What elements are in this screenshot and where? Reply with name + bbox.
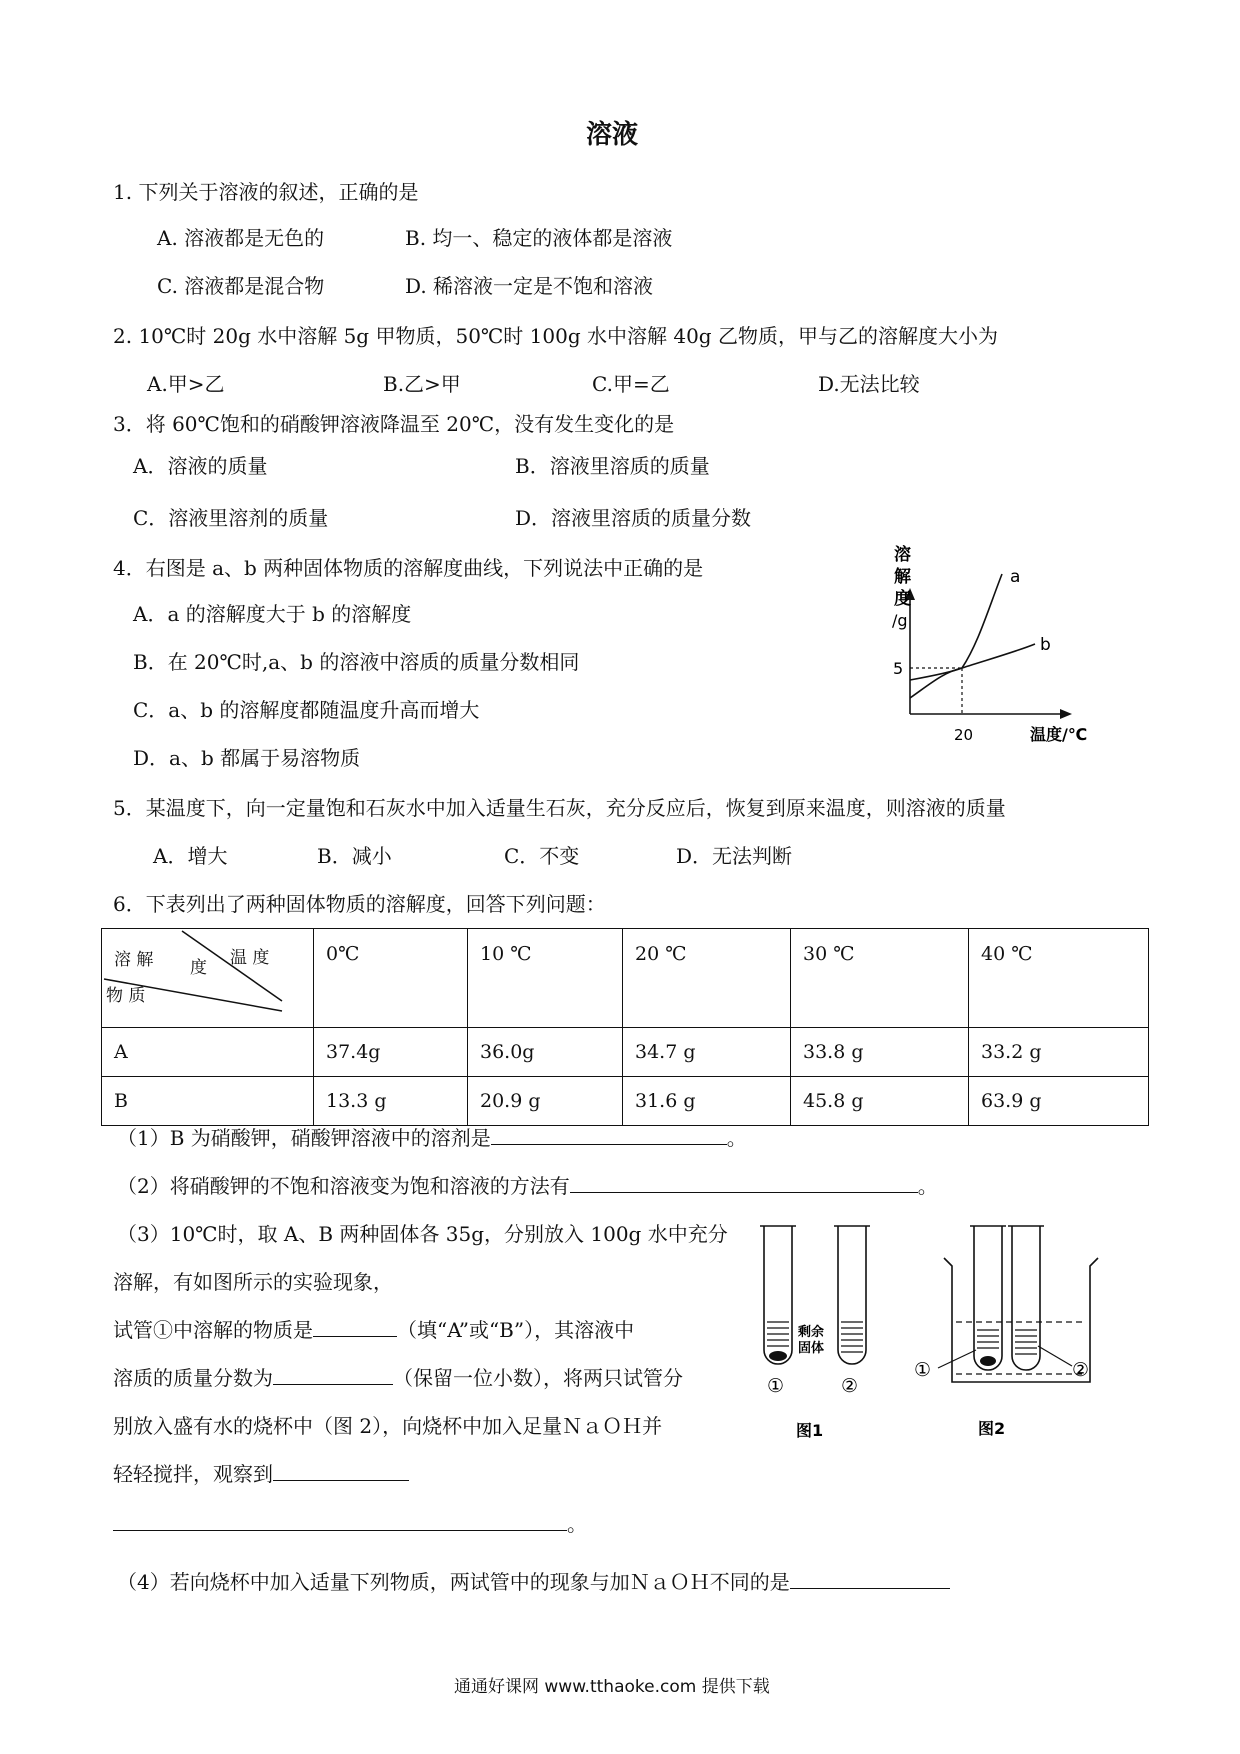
solubility-curve-graph (870, 540, 1110, 750)
figure-1-test-tubes (748, 1222, 908, 1444)
residue-solid (769, 1351, 787, 1361)
q6-part4 (117, 1566, 950, 1595)
q6-part3-line4-b: （保留一位小数），将两只试管分 (393, 1366, 683, 1390)
beaker-tube-1-liquid (977, 1330, 999, 1348)
q6-part3-blank-observe-cont[interactable] (113, 1510, 567, 1531)
q2-option-c: C.甲=乙 (592, 372, 670, 396)
fig2-caption: 图2 (978, 1419, 1006, 1438)
q6-part3-line3 (113, 1314, 634, 1343)
row-label-b: B (102, 1077, 314, 1126)
q3-option-b: B．溶液里溶质的质量 (515, 454, 710, 478)
q6-part3-line3-a: 试管①中溶解的物质是 (113, 1318, 313, 1342)
table-cell: 37.4g (314, 1028, 468, 1077)
residue-label-4: 体 (811, 1341, 825, 1356)
corner-label-right: 温 度 (230, 948, 270, 968)
x-label: 温度/℃ (1030, 725, 1088, 744)
q1-option-a: A. 溶液都是无色的 (157, 226, 325, 250)
q6-part2 (117, 1170, 938, 1199)
table-row (102, 1028, 1149, 1077)
q1-option-b: B. 均一、稳定的液体都是溶液 (405, 226, 673, 250)
q2-option-a: A.甲>乙 (147, 372, 225, 396)
q6-part3-line7-end: 。 (567, 1512, 587, 1536)
q1-option-c: C. 溶液都是混合物 (157, 274, 325, 298)
corner-label-top-2: 度 (190, 958, 207, 978)
table-cell: 34.7 g (623, 1028, 791, 1077)
q6-part3-line2: 溶解，有如图所示的实验现象， (113, 1270, 393, 1294)
q6-part2-text: （2）将硝酸钾的不饱和溶液变为饱和溶液的方法有 (117, 1174, 570, 1198)
table-cell: 33.2 g (969, 1028, 1149, 1077)
q6-part3-line1: （3）10℃时，取 A、B 两种固体各 35g，分别放入 100g 水中充分 (117, 1222, 728, 1246)
corner-label-bottom: 物 质 (106, 986, 146, 1006)
q6-part3-line6 (113, 1458, 409, 1487)
y-label-1: 溶 (894, 545, 911, 565)
q5-stem: 5．某温度下，向一定量饱和石灰水中加入适量生石灰，充分反应后，恢复到原来温度，则溶液的质量 (113, 796, 1006, 820)
residue-label-3: 固 (798, 1341, 812, 1356)
curve-b-label: b (1040, 635, 1051, 655)
q5-option-a: A．增大 (153, 844, 228, 868)
q6-part3-line6-text: 轻轻搅拌，观察到 (113, 1462, 273, 1486)
test-tube-2 (838, 1226, 866, 1364)
q6-stem: 6．下表列出了两种固体物质的溶解度，回答下列问题： (113, 892, 606, 916)
q5-option-d: D．无法判断 (676, 844, 793, 868)
y-tick-5: 5 (893, 659, 904, 678)
residue-label-2: 余 (811, 1325, 825, 1340)
q3-option-c: C．溶液里溶剂的质量 (133, 506, 329, 530)
q6-part1-blank[interactable] (491, 1124, 727, 1145)
tube-1-liquid (767, 1322, 789, 1346)
y-unit: /g (892, 611, 908, 630)
q3-option-a: A．溶液的质量 (133, 454, 268, 478)
q4-option-d: D．a、b 都属于易溶物质 (133, 746, 361, 770)
header-temp-40: 40 ℃ (969, 929, 1149, 1028)
tube-2-liquid (841, 1322, 863, 1352)
q6-part2-blank[interactable] (570, 1172, 918, 1193)
figure-2-beaker (912, 1222, 1112, 1444)
q4-stem: 4．右图是 a、b 两种固体物质的溶解度曲线，下列说法中正确的是 (113, 556, 704, 580)
solubility-table (101, 928, 1149, 1126)
q1-option-d: D. 稀溶液一定是不饱和溶液 (405, 274, 654, 298)
header-temp-20: 20 ℃ (623, 929, 791, 1028)
test-tube-1 (764, 1226, 792, 1364)
header-temp-30: 30 ℃ (791, 929, 969, 1028)
q5-option-b: B．减小 (317, 844, 392, 868)
table-cell: 31.6 g (623, 1077, 791, 1126)
q2-option-b: B.乙>甲 (383, 372, 461, 396)
corner-label-top: 溶 解 (114, 950, 154, 970)
fig1-caption: 图1 (796, 1421, 824, 1440)
q6-part1-end: 。 (726, 1126, 747, 1150)
table-cell: 36.0g (468, 1028, 623, 1077)
q6-part4-text: （4）若向烧杯中加入适量下列物质，两试管中的现象与加ＮａＯＨ不同的是 (117, 1570, 790, 1594)
q4-option-b: B．在 20℃时,a、b 的溶液中溶质的质量分数相同 (133, 650, 580, 674)
table-cell: 63.9 g (969, 1077, 1149, 1126)
q6-part3-blank-observe[interactable] (273, 1460, 409, 1481)
q1-stem: 1. 下列关于溶液的叙述，正确的是 (113, 180, 419, 204)
q3-option-d: D．溶液里溶质的质量分数 (515, 506, 752, 530)
q2-stem: 2. 10℃时 20g 水中溶解 5g 甲物质，50℃时 100g 水中溶解 40g 乙物质，甲与乙的溶解度大小为 (113, 324, 998, 348)
beaker-residue (980, 1356, 996, 1366)
header-temp-10: 10 ℃ (468, 929, 623, 1028)
table-cell: 13.3 g (314, 1077, 468, 1126)
x-axis-arrow (1060, 709, 1072, 719)
header-temp-0: 0℃ (314, 929, 468, 1028)
q6-part3-line5: 别放入盛有水的烧杯中（图 2），向烧杯中加入足量ＮａＯＨ并 (113, 1414, 663, 1438)
table-cell: 33.8 g (791, 1028, 969, 1077)
q6-part3-blank-substance[interactable] (313, 1316, 397, 1337)
q6-part4-blank[interactable] (790, 1568, 950, 1589)
beaker-tube-2-liquid (1015, 1330, 1037, 1354)
table-cell: 45.8 g (791, 1077, 969, 1126)
q6-part3-line7 (113, 1508, 587, 1537)
curve-a-label: a (1010, 567, 1021, 587)
table-header-row (102, 929, 1149, 1028)
row-label-a: A (102, 1028, 314, 1077)
q5-option-c: C．不变 (504, 844, 580, 868)
q6-part3-line4 (113, 1362, 683, 1391)
fig2-tube2-label: ② (1072, 1359, 1090, 1381)
q4-option-a: A．a 的溶解度大于 b 的溶解度 (133, 602, 412, 626)
residue-label-1: 剩 (798, 1325, 812, 1340)
fig2-tube1-label: ① (914, 1359, 932, 1381)
x-tick-20: 20 (954, 726, 974, 744)
q6-part3-blank-fraction[interactable] (273, 1364, 393, 1385)
q6-part1-text: （1）B 为硝酸钾，硝酸钾溶液中的溶剂是 (117, 1126, 491, 1150)
q6-part3-line3-b: （填“A”或“B”），其溶液中 (397, 1318, 635, 1342)
fig1-tube2-label: ② (841, 1375, 859, 1397)
page-title: 溶液 (586, 120, 639, 150)
q3-stem: 3．将 60℃饱和的硝酸钾溶液降温至 20℃，没有发生变化的是 (113, 412, 675, 436)
y-label-3: 度 (894, 589, 911, 609)
table-row (102, 1077, 1149, 1126)
q2-option-d: D.无法比较 (818, 372, 920, 396)
table-cell: 20.9 g (468, 1077, 623, 1126)
q4-option-c: C．a、b 的溶解度都随温度升高而增大 (133, 698, 480, 722)
q6-part2-end: 。 (917, 1174, 938, 1198)
curve-b (910, 644, 1035, 698)
y-label-2: 解 (894, 567, 911, 587)
q6-part3-line4-a: 溶质的质量分数为 (113, 1366, 273, 1390)
fig1-tube1-label: ① (767, 1375, 785, 1397)
table-corner-cell (102, 929, 314, 1028)
footer-credit: 通通好课网 www.tthaoke.com 提供下载 (454, 1677, 770, 1697)
curve-a (910, 574, 1002, 680)
q6-part1 (117, 1122, 747, 1151)
